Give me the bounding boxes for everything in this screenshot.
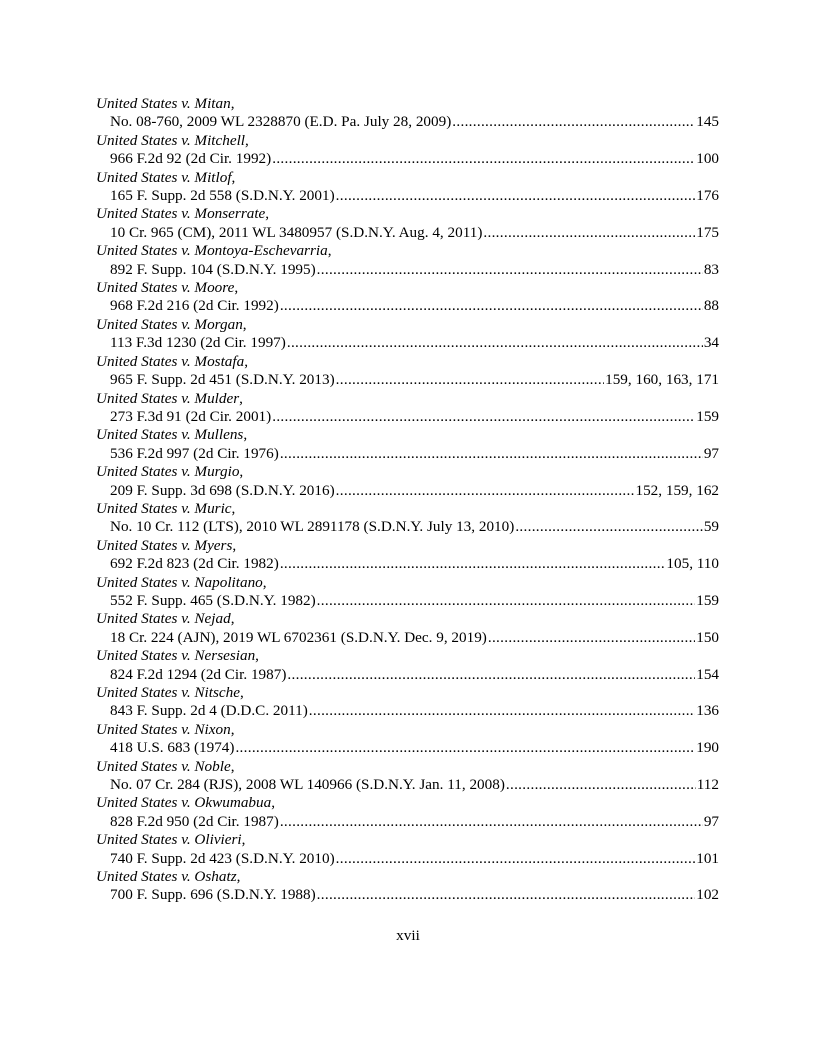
citation: No. 07 Cr. 284 (RJS), 2008 WL 140966 (S.D.N.Y. Jan. 11, 2008) xyxy=(110,776,505,794)
citation: 824 F.2d 1294 (2d Cir. 1987) xyxy=(110,665,287,683)
case-name-comma: , xyxy=(236,868,241,886)
dot-leader xyxy=(272,150,695,168)
dot-leader xyxy=(317,592,696,610)
case-name: United States v. Monserrate xyxy=(96,205,266,223)
case-name: United States v. Myers xyxy=(96,536,233,554)
case-name-comma: , xyxy=(245,131,249,149)
citation: No. 10 Cr. 112 (LTS), 2010 WL 2891178 (S.D.N.Y. July 13, 2010) xyxy=(110,518,515,536)
case-name-comma: , xyxy=(271,794,275,812)
case-entry xyxy=(96,426,719,463)
page-references: 105, 110 xyxy=(666,555,719,573)
case-name-comma: , xyxy=(242,315,247,333)
case-name: United States v. Montoya-Eschevarria xyxy=(96,242,328,260)
case-entry xyxy=(96,537,719,574)
citation: No. 08-760, 2009 WL 2328870 (E.D. Pa. July 28, 2009) xyxy=(110,113,452,131)
case-name-comma: , xyxy=(239,463,244,481)
citation-line xyxy=(96,850,719,868)
page-number: xvii xyxy=(396,927,420,944)
page-references: 152, 159, 162 xyxy=(635,481,719,499)
citation: 418 U.S. 683 (1974) xyxy=(110,739,235,757)
case-entry xyxy=(96,574,719,611)
case-entry xyxy=(96,132,719,169)
citation: 843 F. Supp. 2d 4 (D.D.C. 2011) xyxy=(110,702,308,720)
dot-leader xyxy=(280,555,666,573)
case-name-line xyxy=(96,132,719,150)
page-references: 102 xyxy=(696,886,719,904)
citation-line xyxy=(96,187,719,205)
dot-leader xyxy=(280,297,703,315)
case-entry xyxy=(96,279,719,316)
page-references: 136 xyxy=(696,702,719,720)
case-entry xyxy=(96,647,719,684)
case-name-line xyxy=(96,500,719,518)
citation: 965 F. Supp. 2d 451 (S.D.N.Y. 2013) xyxy=(110,371,335,389)
case-name-comma: , xyxy=(262,573,267,591)
citation-line xyxy=(96,297,719,315)
case-entry xyxy=(96,831,719,868)
citation: 10 Cr. 965 (CM), 2011 WL 3480957 (S.D.N.Y. Aug. 4, 2011) xyxy=(110,223,483,241)
citation-line xyxy=(96,555,719,573)
case-name-line xyxy=(96,463,719,481)
citation: 273 F.3d 91 (2d Cir. 2001) xyxy=(110,407,272,425)
case-entry xyxy=(96,500,719,537)
case-name-comma: , xyxy=(230,757,235,775)
case-entry xyxy=(96,205,719,242)
citation-line xyxy=(96,150,719,168)
dot-leader xyxy=(287,334,703,352)
case-name-comma: , xyxy=(230,95,235,112)
case-name: United States v. Mullens xyxy=(96,426,244,444)
dot-leader xyxy=(483,224,695,242)
dot-leader xyxy=(280,445,703,463)
page-references: 159, 160, 163, 171 xyxy=(605,371,719,389)
case-name-comma: , xyxy=(231,168,236,186)
case-entry xyxy=(96,169,719,206)
citation-line xyxy=(96,445,719,463)
citation: 966 F.2d 92 (2d Cir. 1992) xyxy=(110,150,272,168)
citation-line xyxy=(96,371,719,389)
page-references: 176 xyxy=(696,187,719,205)
case-name: United States v. Noble xyxy=(96,757,231,775)
citation-line xyxy=(96,813,719,831)
dot-leader xyxy=(452,113,695,131)
case-name: United States v. Mulder xyxy=(96,389,240,407)
case-name-comma: , xyxy=(244,352,248,370)
citation: 165 F. Supp. 2d 558 (S.D.N.Y. 2001) xyxy=(110,187,335,205)
case-name-comma: , xyxy=(255,647,259,665)
citation: 892 F. Supp. 104 (S.D.N.Y. 1995) xyxy=(110,260,316,278)
case-name-line xyxy=(96,353,719,371)
dot-leader xyxy=(287,666,695,684)
case-name-line xyxy=(96,169,719,187)
page-references: 159 xyxy=(696,591,719,609)
dot-leader xyxy=(272,408,695,426)
table-of-authorities xyxy=(96,95,719,905)
case-name-line xyxy=(96,758,719,776)
page-references: 59 xyxy=(703,518,719,536)
case-name-line xyxy=(96,610,719,628)
citation: 740 F. Supp. 2d 423 (S.D.N.Y. 2010) xyxy=(110,849,335,867)
case-name: United States v. Moore xyxy=(96,279,235,297)
case-name-line xyxy=(96,794,719,812)
citation-line xyxy=(96,482,719,500)
dot-leader xyxy=(235,739,695,757)
case-name: United States v. Nejad xyxy=(96,610,231,628)
page-references: 97 xyxy=(703,812,719,830)
case-name-comma: , xyxy=(231,499,236,517)
citation: 552 F. Supp. 465 (S.D.N.Y. 1982) xyxy=(110,591,316,609)
case-name: United States v. Olivieri xyxy=(96,831,242,849)
case-entry xyxy=(96,758,719,795)
page-references: 101 xyxy=(696,849,719,867)
case-name-comma: , xyxy=(239,684,244,701)
dot-leader xyxy=(336,187,696,205)
page-references: 97 xyxy=(703,444,719,462)
citation: 536 F.2d 997 (2d Cir. 1976) xyxy=(110,444,279,462)
case-name-comma: , xyxy=(234,279,239,297)
page-references: 175 xyxy=(696,223,719,241)
case-name-line xyxy=(96,390,719,408)
case-name-comma: , xyxy=(230,610,235,628)
case-name: United States v. Nersesian xyxy=(96,647,256,665)
case-name-line xyxy=(96,537,719,555)
dot-leader xyxy=(336,482,635,500)
citation-line xyxy=(96,113,719,131)
dot-leader xyxy=(280,813,703,831)
dot-leader xyxy=(506,776,696,794)
case-entry xyxy=(96,721,719,758)
case-entry xyxy=(96,463,719,500)
case-name-line xyxy=(96,279,719,297)
case-name: United States v. Nitsche xyxy=(96,684,240,701)
citation-line xyxy=(96,629,719,647)
case-name-line xyxy=(96,574,719,592)
case-name-line xyxy=(96,95,719,113)
case-name-comma: , xyxy=(241,831,246,849)
citation-line xyxy=(96,739,719,757)
case-name: United States v. Mitlof xyxy=(96,168,232,186)
page-references: 190 xyxy=(696,739,719,757)
case-name: United States v. Mitan xyxy=(96,95,231,112)
page-references: 34 xyxy=(703,334,719,352)
case-name-line xyxy=(96,205,719,223)
citation-line xyxy=(96,776,719,794)
citation: 18 Cr. 224 (AJN), 2019 WL 6702361 (S.D.N.Y. Dec. 9, 2019) xyxy=(110,628,487,646)
case-name: United States v. Murgio xyxy=(96,463,240,481)
case-name-comma: , xyxy=(232,536,237,554)
citation: 700 F. Supp. 696 (S.D.N.Y. 1988) xyxy=(110,886,316,904)
citation: 968 F.2d 216 (2d Cir. 1992) xyxy=(110,297,279,315)
dot-leader xyxy=(336,371,604,389)
case-name-line xyxy=(96,426,719,444)
case-entry xyxy=(96,242,719,279)
case-name: United States v. Oshatz xyxy=(96,868,237,886)
case-name-line xyxy=(96,316,719,334)
page-references: 150 xyxy=(696,628,719,646)
case-name: United States v. Mitchell xyxy=(96,131,246,149)
case-name: United States v. Napolitano xyxy=(96,573,263,591)
case-name: United States v. Muric xyxy=(96,499,232,517)
page-references: 100 xyxy=(696,150,719,168)
case-name-comma: , xyxy=(239,389,243,407)
citation-line xyxy=(96,334,719,352)
citation: 828 F.2d 950 (2d Cir. 1987) xyxy=(110,812,279,830)
citation-line xyxy=(96,518,719,536)
case-entry xyxy=(96,353,719,390)
page-references: 145 xyxy=(696,113,719,131)
citation-line xyxy=(96,886,719,904)
citation: 113 F.3d 1230 (2d Cir. 1997) xyxy=(110,334,286,352)
case-entry xyxy=(96,794,719,831)
page-references: 154 xyxy=(696,665,719,683)
page-references: 112 xyxy=(696,776,719,794)
dot-leader xyxy=(317,886,696,904)
case-name: United States v. Mostafa xyxy=(96,352,245,370)
citation-line xyxy=(96,224,719,242)
case-name-line xyxy=(96,647,719,665)
page-references: 88 xyxy=(703,297,719,315)
case-entry xyxy=(96,390,719,427)
case-name-comma: , xyxy=(327,242,332,260)
case-name-line xyxy=(96,831,719,849)
case-entry xyxy=(96,868,719,905)
citation: 692 F.2d 823 (2d Cir. 1982) xyxy=(110,555,279,573)
case-name: United States v. Nixon xyxy=(96,720,231,738)
case-name-comma: , xyxy=(265,205,270,223)
dot-leader xyxy=(488,629,695,647)
case-name-line xyxy=(96,721,719,739)
page-references: 159 xyxy=(696,407,719,425)
case-entry xyxy=(96,316,719,353)
case-name: United States v. Okwumabua xyxy=(96,794,272,812)
citation-line xyxy=(96,666,719,684)
citation-line xyxy=(96,408,719,426)
dot-leader xyxy=(515,518,703,536)
case-entry xyxy=(96,95,719,132)
case-entry xyxy=(96,610,719,647)
case-name-comma: , xyxy=(243,426,248,444)
case-name: United States v. Morgan xyxy=(96,315,243,333)
dot-leader xyxy=(336,850,696,868)
citation: 209 F. Supp. 3d 698 (S.D.N.Y. 2016) xyxy=(110,481,335,499)
dot-leader xyxy=(309,702,695,720)
case-name-line xyxy=(96,242,719,260)
citation-line xyxy=(96,592,719,610)
dot-leader xyxy=(317,261,703,279)
case-name-comma: , xyxy=(230,720,235,738)
case-name-line xyxy=(96,684,719,702)
citation-line xyxy=(96,261,719,279)
case-entry xyxy=(96,684,719,721)
citation-line xyxy=(96,702,719,720)
case-name-line xyxy=(96,868,719,886)
page-references: 83 xyxy=(703,260,719,278)
